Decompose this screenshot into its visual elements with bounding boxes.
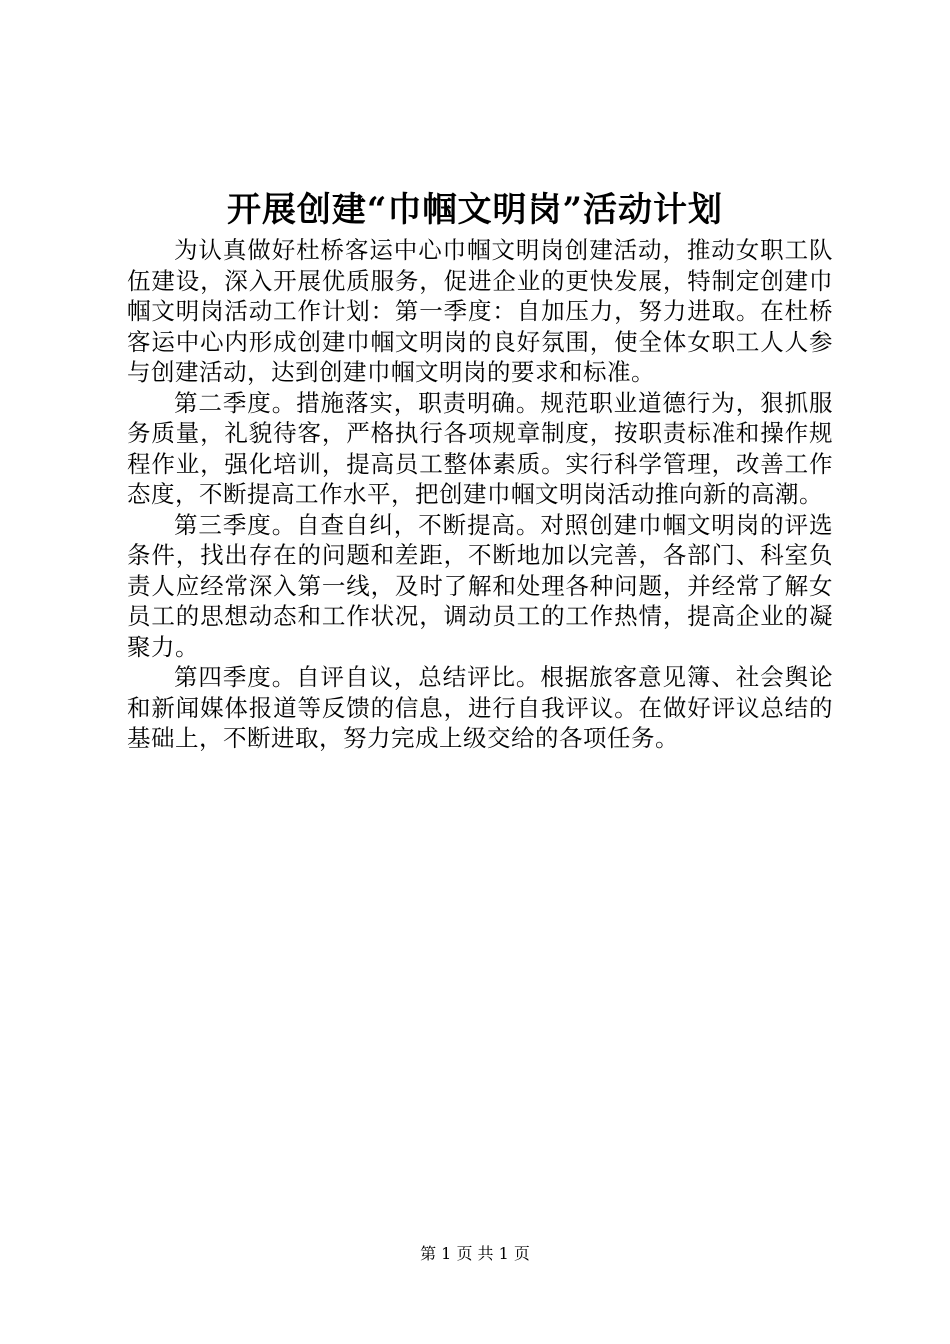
paragraph-first-quarter: 为认真做好杜桥客运中心巾帼文明岗创建活动，推动女职工队伍建设，深入开展优质服务，促进企业的更快发展，特制定创建巾帼文明岗活动工作计划：第一季度：自加压力，努力进取。在杜桥客运中心内形成创建巾帼文明岗的良好氛围，使全体女职工人人参与创建活动，达到创建巾帼文明岗的要求和标准。	[127, 236, 833, 386]
paragraph-fourth-quarter: 第四季度。自评自议，总结评比。根据旅客意见簿、社会舆论和新闻媒体报道等反馈的信息，进行自我评议。在做好评议总结的基础上，不断进取，努力完成上级交给的各项任务。	[127, 663, 833, 752]
paragraph-second-quarter: 第二季度。措施落实，职责明确。规范职业道德行为，狠抓服务质量，礼貌待客，严格执行各项规章制度，按职责标准和操作规程作业，强化培训，提高员工整体素质。实行科学管理，改善工作态度，不断提高工作水平，把创建巾帼文明岗活动推向新的高潮。	[127, 388, 833, 508]
document-title: 开展创建“巾帼文明岗”活动计划	[226, 190, 724, 230]
page-footer: 第 1 页 共 1 页	[420, 1244, 530, 1263]
paragraph-third-quarter: 第三季度。自查自纠，不断提高。对照创建巾帼文明岗的评选条件，找出存在的问题和差距，不断地加以完善，各部门、科室负责人应经常深入第一线，及时了解和处理各种问题，并经常了解女员工的思想动态和工作状况，调动员工的工作热情，提高企业的凝聚力。	[127, 510, 833, 661]
document-body	[127, 235, 833, 754]
